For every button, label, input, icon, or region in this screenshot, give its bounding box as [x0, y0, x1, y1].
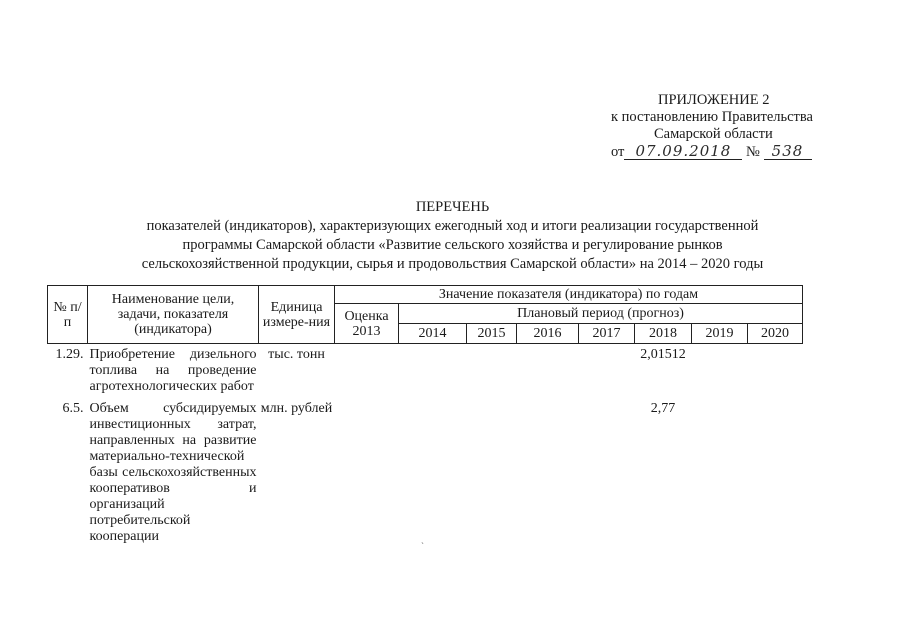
row-num: 1.29.	[55, 347, 84, 362]
table-row	[48, 395, 803, 545]
header-year: 2015	[467, 324, 517, 344]
row-value-2018: 2,77	[650, 401, 676, 416]
header-year: 2014	[399, 324, 467, 344]
row-value-2015	[467, 344, 517, 396]
row-unit: млн. рублей	[260, 401, 333, 416]
row-value-2014	[399, 395, 467, 545]
header-year: 2018	[635, 324, 692, 344]
scan-speck: `	[421, 541, 424, 551]
header-year: 2017	[579, 324, 635, 344]
header-year: 2016	[517, 324, 579, 344]
header-plan-period: Плановый период (прогноз)	[399, 304, 803, 324]
appendix-region-line: Самарской области	[654, 126, 773, 142]
title-heading: ПЕРЕЧЕНЬ	[415, 199, 490, 215]
appendix-date-number-line	[600, 143, 860, 163]
row-value-2020	[748, 344, 803, 396]
row-value-2016	[517, 395, 579, 545]
title-line-3: сельскохозяйственной продукции, сырья и продовольствия Самарской области» на 2014 – 2020 годы	[141, 256, 764, 272]
row-name: Приобретение дизельного топлива на проведение агротехнологических работ	[89, 347, 257, 394]
row-value-2019	[692, 395, 748, 545]
row-num: 6.5.	[62, 401, 84, 416]
row-value-2014	[399, 344, 467, 396]
header-name: Наименование цели, задачи, показателя (индикатора)	[88, 286, 259, 344]
row-value-2016	[517, 344, 579, 396]
indicators-table-wrap	[47, 285, 803, 545]
appendix-block	[600, 92, 860, 163]
header-values-group: Значение показателя (индикатора) по годам	[335, 286, 803, 304]
row-unit: тыс. тонн	[268, 347, 325, 362]
table-row	[48, 344, 803, 396]
row-value-2019	[692, 344, 748, 396]
number-label: №	[746, 144, 760, 160]
appendix-label: ПРИЛОЖЕНИЕ 2	[658, 92, 770, 108]
row-value-2017	[579, 395, 635, 545]
from-label: от	[611, 144, 625, 160]
indicators-table	[47, 285, 803, 545]
title-line-1: показателей (индикаторов), характеризующих ежегодный ход и итоги реализации государственной	[146, 218, 759, 234]
header-year: 2019	[692, 324, 748, 344]
row-value-2013	[335, 344, 399, 396]
row-value-2015	[467, 395, 517, 545]
header-year: 2020	[748, 324, 803, 344]
handwritten-number: 538	[764, 143, 812, 160]
header-num: № п/п	[48, 286, 88, 344]
title-line-2: программы Самарской области «Развитие сельского хозяйства и регулирование рынков	[182, 237, 723, 253]
appendix-decree-line: к постановлению Правительства	[611, 109, 813, 125]
header-unit: Единица измере-ния	[259, 286, 335, 344]
row-value-2013	[335, 395, 399, 545]
row-name: Объем субсидируемых инвестиционных затрат, направленных на развитие материально-технической базы сельскохозяйственных кооперативов и организаций потребительской кооперации	[89, 401, 257, 544]
header-estimate: Оценка 2013	[335, 304, 399, 344]
row-value-2017	[579, 344, 635, 396]
row-value-2020	[748, 395, 803, 545]
document-title	[40, 198, 865, 274]
handwritten-date: 07.09.2018	[624, 143, 742, 160]
row-value-2018: 2,01512	[640, 347, 686, 362]
